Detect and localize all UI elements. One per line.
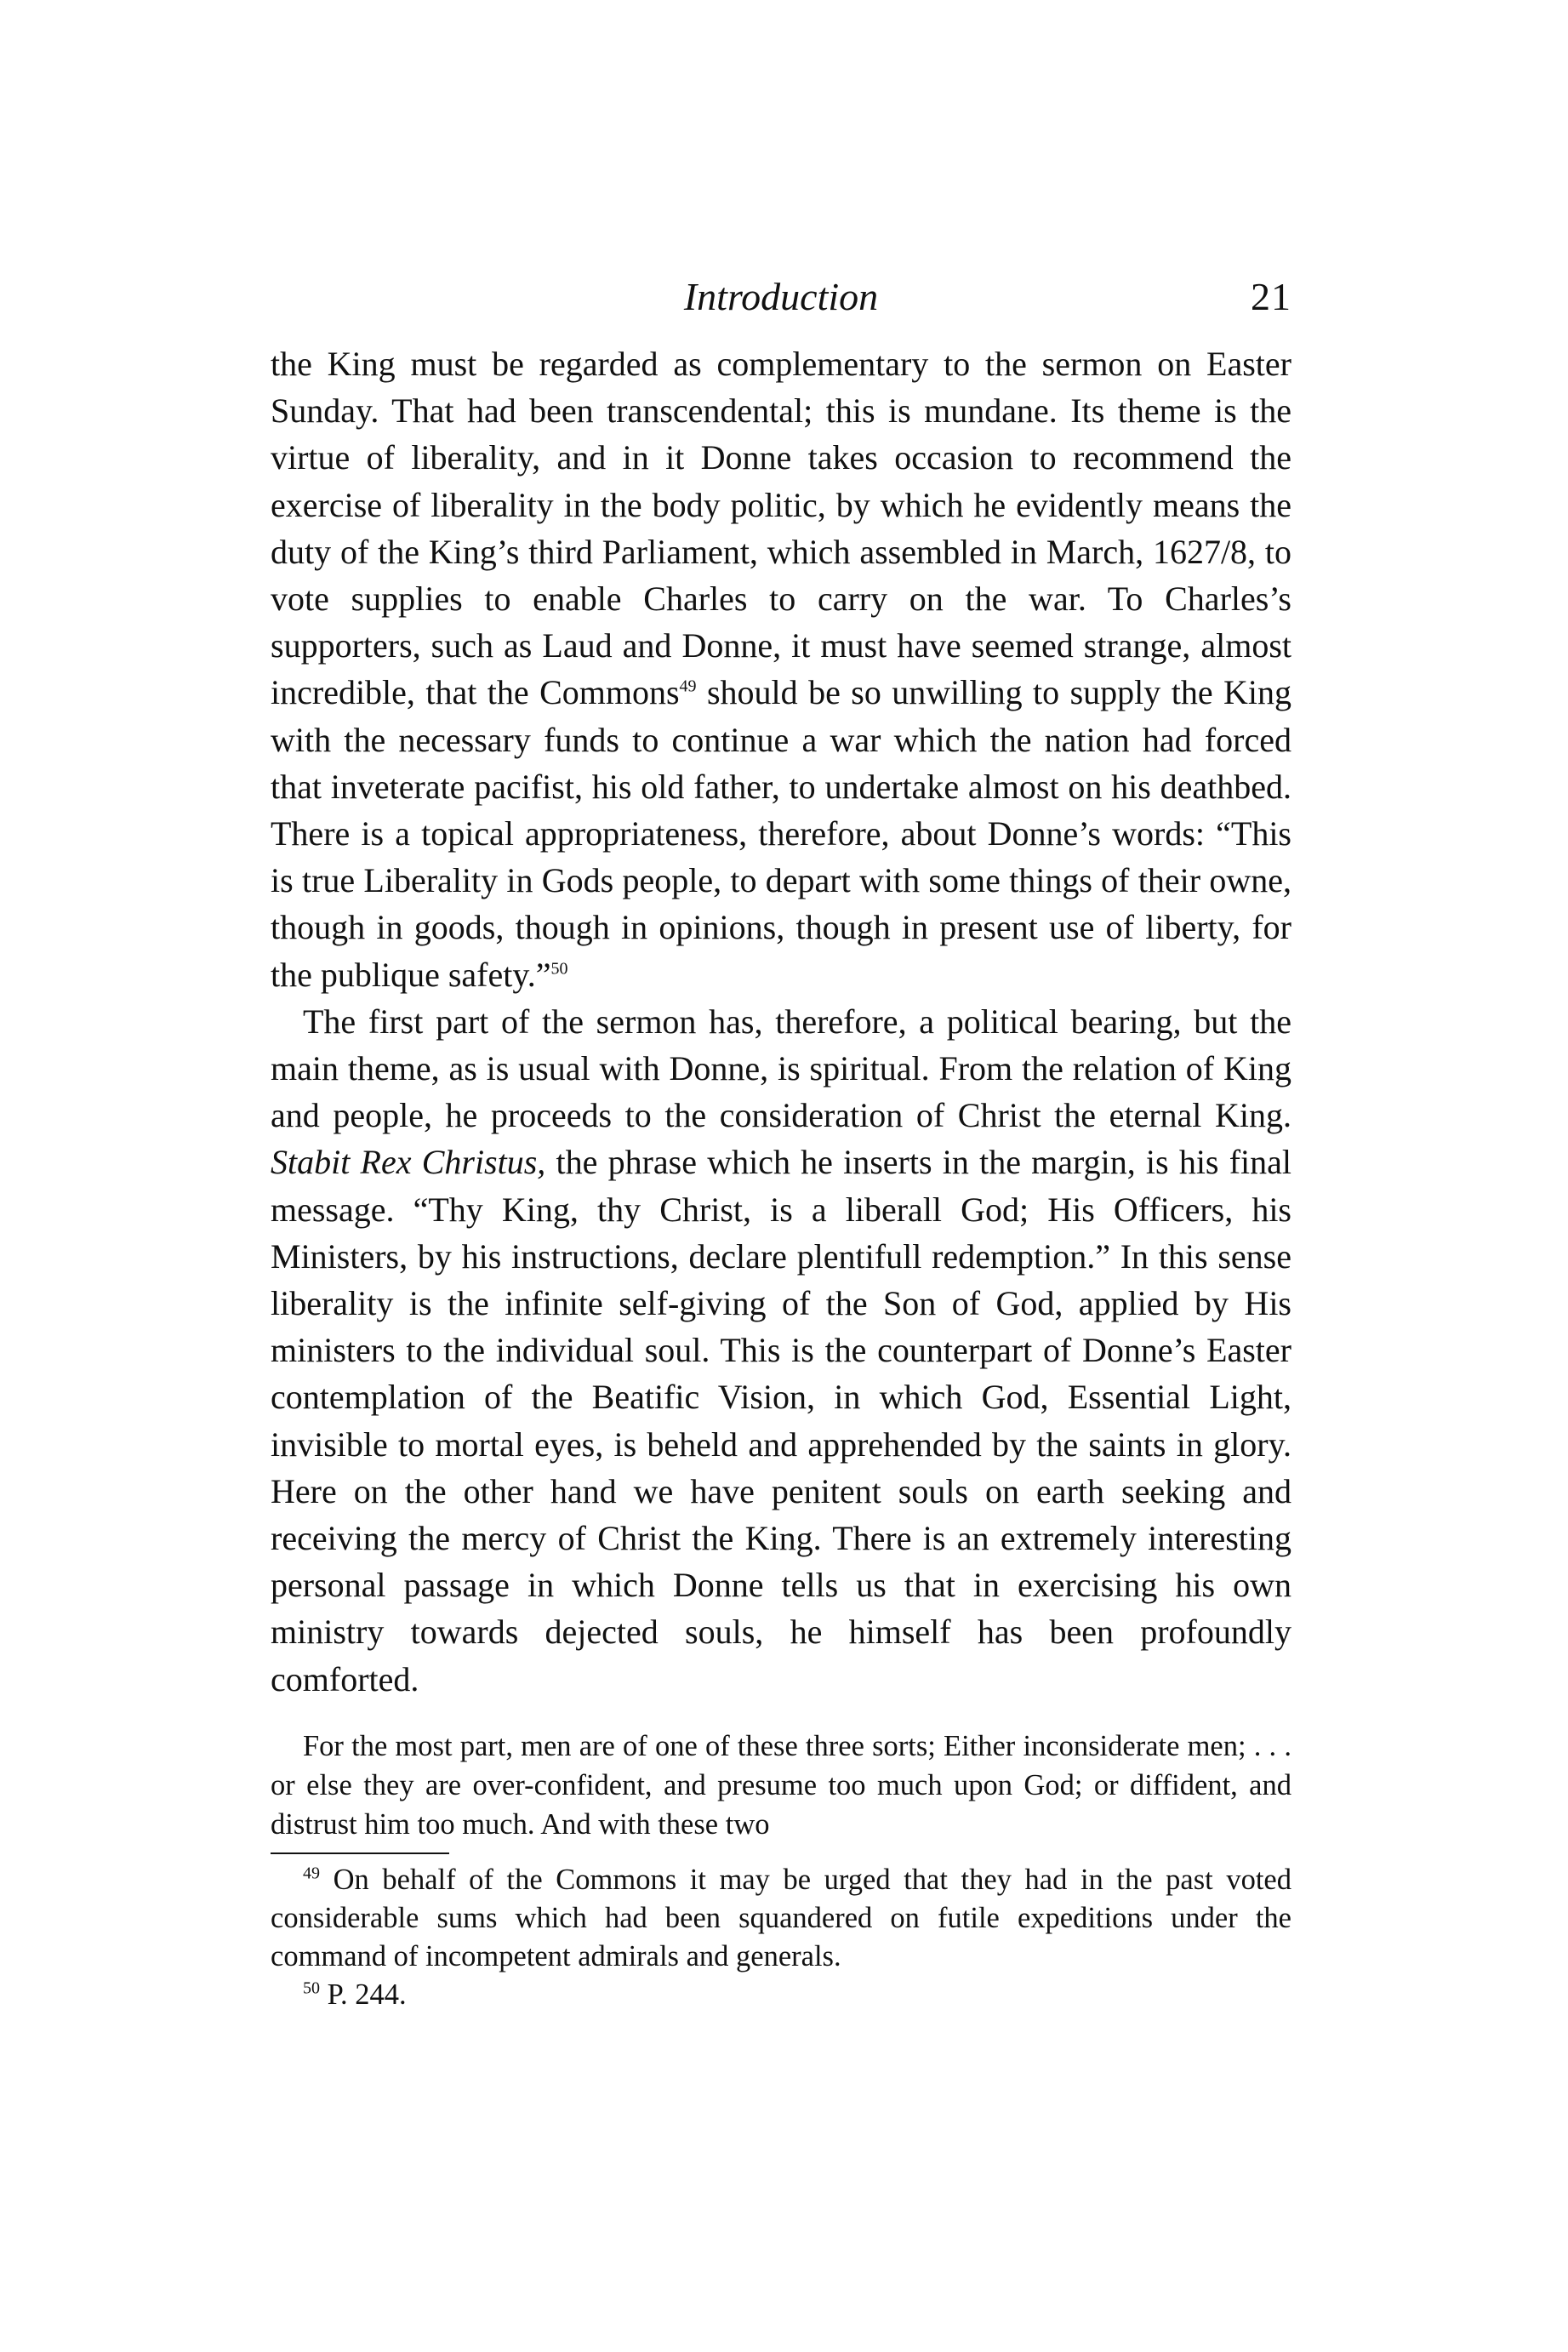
running-head (271, 271, 1291, 323)
footnote (271, 1976, 1291, 2014)
footnote-mark: 50 (303, 1978, 320, 1998)
body-text (271, 340, 1291, 1703)
paragraph (271, 340, 1291, 998)
book-page (271, 271, 1291, 2014)
running-title: Introduction (683, 275, 879, 318)
footnote-divider (271, 1852, 449, 1854)
footnote-reference: 49 (679, 677, 697, 697)
paragraph-text: The first part of the sermon has, therefore, a political bearing, but the main theme, as is usual with Donne, is spiritual. From the relation of King and people, he proceeds to the consideration of Christ the eternal King. (271, 1002, 1291, 1135)
footnote (271, 1861, 1291, 1976)
footnote-reference: 50 (550, 959, 568, 979)
paragraph-text: the King must be regarded as complementary to the sermon on Easter Sunday. That had been transcendental; this is mundane. Its theme is the virtue of liberality, and in it Donne takes occasion to recommend the exercise of liberality in the body politic, by which he evidently means the duty of the King’s third Parliament, which assembled in March, 1627/8, to vote supplies to enable Charles to carry on the war. To Charles’s supporters, such as Laud and Donne, it must have seemed strange, almost incredible, that the Commons (271, 345, 1291, 712)
block-quotation: For the most part, men are of one of these three sorts; Either inconsiderate men; . . . or else they are over-confident, and presume too much upon God; or diffident, and distrust him too much. And with these two (271, 1729, 1291, 1841)
paragraph-text: the phrase which he inserts in the margin, is his final message. “Thy King, thy Christ, is a liberall God; His Officers, his Ministers, by his instructions, declare plentifull redemption.” In this sense liberality is the infinite self-giving of the Son of God, applied by His ministers to the individual soul. This is the counterpart of Donne’s Easter contemplation of the Beatific Vision, in which God, Essential Light, invisible to mortal eyes, is beheld and apprehended by the saints in glory. Here on the other hand we have penitent souls on earth seeking and receiving the mercy of Christ the King. There is an extremely interesting personal passage in which Donne tells us that in exercising his own ministry towards dejected souls, he himself has been profoundly comforted. (271, 1143, 1292, 1698)
footnote-mark: 49 (303, 1864, 320, 1883)
footnote-text: On behalf of the Commons it may be urged that they had in the past voted considerable sums which had been squandered on futile expeditions under the command of incompetent admirals and generals. (271, 1863, 1291, 1972)
page-number: 21 (1251, 275, 1291, 318)
paragraph-text: should be so unwilling to supply the King with the necessary funds to continue a war which the nation had forced that inveterate pacifist, his old father, to undertake almost on his deathbed. There is a topical appropriateness, therefore, about Donne’s words: “This is true Liberality in Gods people, to depart with some things of their owne, though in goods, though in opinions, though in present use of liberty, for the publique safety.” (271, 673, 1292, 994)
paragraph (271, 998, 1291, 1703)
footnote-text: P. 244. (327, 1978, 407, 2011)
footnotes (271, 1861, 1291, 2014)
latin-phrase: Stabit Rex Christus, (271, 1143, 546, 1182)
